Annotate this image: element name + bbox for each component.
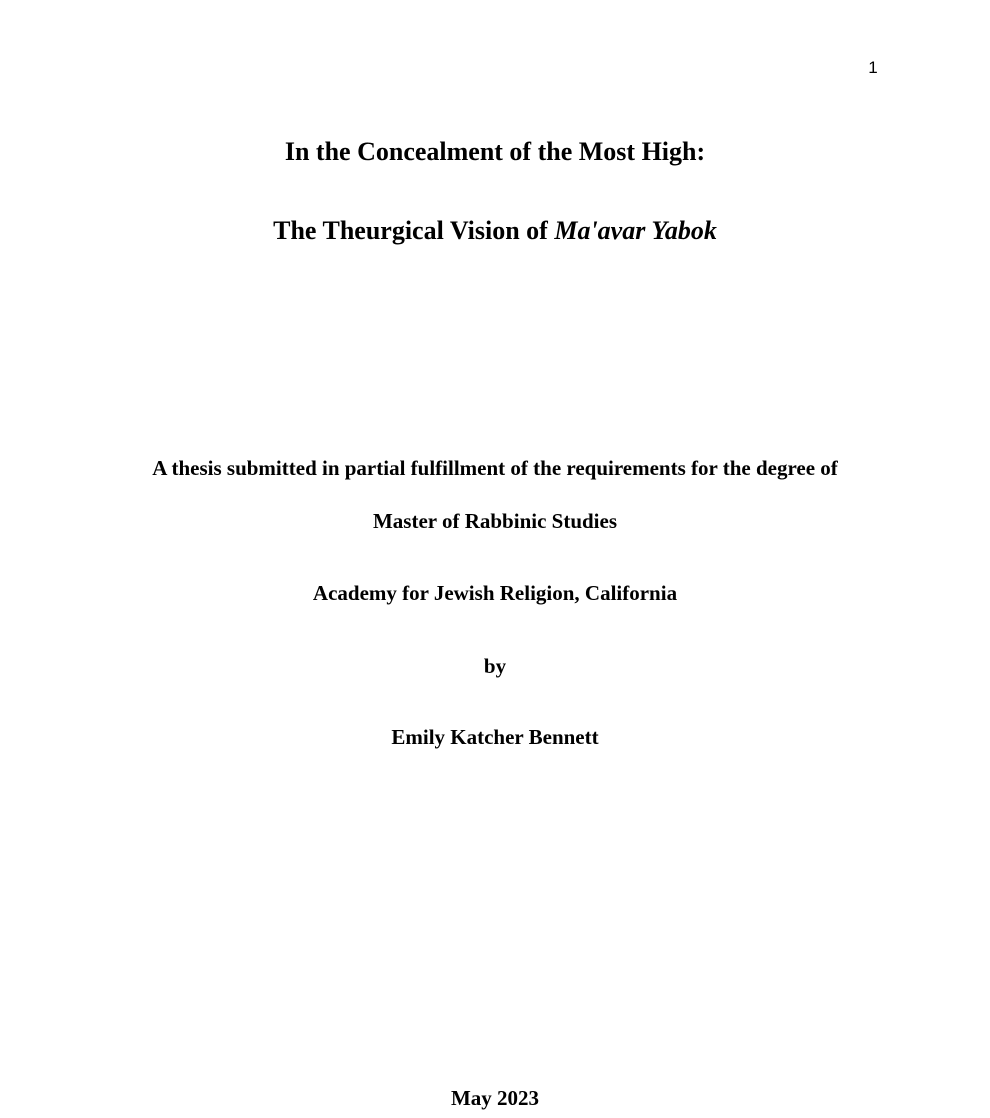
- institution-name: Academy for Jewish Religion, California: [312, 581, 678, 605]
- thesis-statement: A thesis submitted in partial fulfillment of the requirements for the degree of: [152, 456, 838, 480]
- title-italic-text: Ma'avar Yabok: [554, 216, 717, 245]
- degree-name: Master of Rabbinic Studies: [372, 509, 618, 533]
- page-number: 1: [868, 58, 878, 77]
- submission-date: May 2023: [450, 1086, 540, 1110]
- by-label: by: [483, 654, 507, 678]
- title-line-1: In the Concealment of the Most High:: [284, 137, 706, 166]
- title-line-2-text: The Theurgical Vision of: [273, 216, 555, 245]
- author-name: Emily Katcher Bennett: [391, 725, 599, 749]
- title-line-2: [0, 215, 990, 247]
